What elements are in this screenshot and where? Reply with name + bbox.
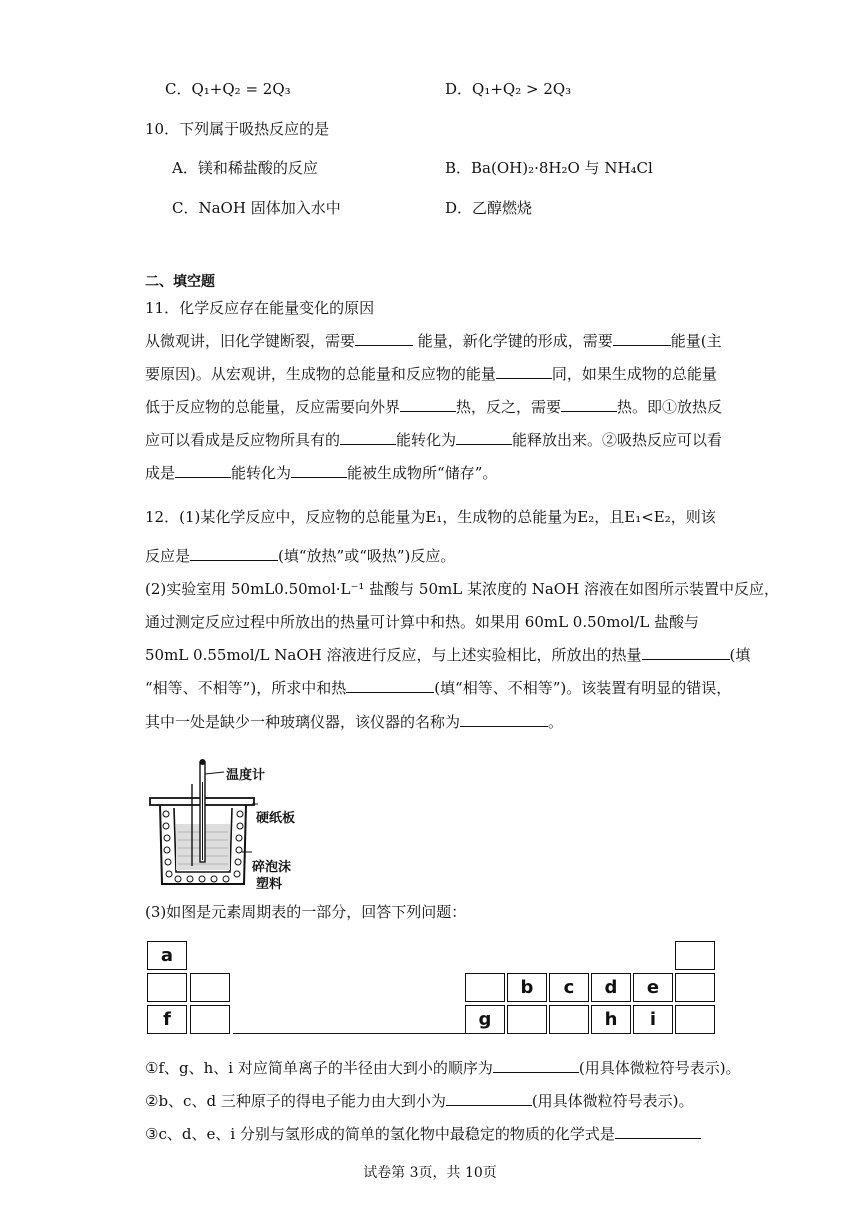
pt-cell-empty xyxy=(549,1005,589,1034)
q11-l2a: 要原因)。从宏观讲，生成物的总能量和反应物的能量 xyxy=(145,365,496,383)
q11-l3b: 热，反之，需要 xyxy=(456,398,562,416)
answer-blank[interactable] xyxy=(346,678,434,693)
label-foam-line1: 碎泡沫 xyxy=(252,860,292,875)
q11-l1b: 能量，新化学键的形成，需要 xyxy=(413,332,613,350)
q9-option-c xyxy=(165,78,291,99)
pt-cell-d xyxy=(591,973,631,1002)
q12-part1-line1: 12．(1)某化学反应中，反应物的总能量为E₁，生成物的总能量为E₂，且E₁<E₂，则该 xyxy=(145,508,716,526)
pt-cell-f xyxy=(147,1005,187,1034)
pt-cell-empty xyxy=(465,973,505,1002)
periodic-table-fragment xyxy=(147,941,719,1037)
answer-blank[interactable] xyxy=(493,1058,579,1073)
pt-letter-e: e xyxy=(646,977,660,998)
q11-l5b: 能转化为 xyxy=(231,464,292,482)
q11-l2b: 同，如果生成物的总能量 xyxy=(551,365,717,383)
calorimeter-figure xyxy=(148,752,308,892)
q12-part2-line1: (2)实验室用 50mL0.50mol·L⁻¹ 盐酸与 50mL 某浓度的 NaOH 溶液在如图所示装置中反应， xyxy=(145,580,779,598)
label-thermometer: 温度计 xyxy=(226,768,266,783)
q11-l3c: 热。即①放热反 xyxy=(617,398,723,416)
pt-letter-b: b xyxy=(520,977,534,998)
pt-cell-b xyxy=(507,973,547,1002)
q9-option-d xyxy=(445,78,571,99)
q12-sub2 xyxy=(145,1091,694,1111)
label-cardboard: 硬纸板 xyxy=(256,811,296,826)
answer-blank[interactable] xyxy=(496,364,552,379)
q11-l1c: 能量(主 xyxy=(670,332,722,350)
pt-cell-empty xyxy=(675,973,715,1002)
q12-p2e-b: 。 xyxy=(548,713,564,731)
q10-option-d: D．乙醇燃烧 xyxy=(445,199,533,217)
q11-l4b: 能转化为 xyxy=(396,431,457,449)
q10-option-b: B．Ba(OH)₂·8H₂O 与 NH₄Cl xyxy=(445,159,653,177)
pt-cell-i xyxy=(633,1005,673,1034)
q12-part1-line2 xyxy=(145,546,455,566)
pt-letter-c: c xyxy=(563,977,575,998)
pt-letter-d: d xyxy=(604,977,618,998)
q11-l5c: 能被生成物所“储存”。 xyxy=(347,464,498,482)
q12-p2d-b: (填“相等、不相等”)。该装置有明显的错误， xyxy=(434,679,732,697)
q11-title: 11．化学反应存在能量变化的原因 xyxy=(145,299,375,317)
q9-option-c-expr: Q₁+Q₂ = 2Q₃ xyxy=(191,80,291,98)
answer-blank[interactable] xyxy=(446,1091,532,1106)
q11-line3 xyxy=(145,397,722,417)
answer-blank[interactable] xyxy=(456,430,512,445)
q12-p2c-a: 50mL 0.55mol/L NaOH 溶液进行反应，与上述实验相比，所放出的热量 xyxy=(145,646,642,664)
pt-cell-c xyxy=(549,973,589,1002)
pt-letter-h: h xyxy=(604,1009,618,1030)
q11-l5a: 成是 xyxy=(145,464,176,482)
answer-blank[interactable] xyxy=(615,1124,701,1139)
answer-blank[interactable] xyxy=(291,463,347,478)
q12-s3a: ③c、d、e、i 分别与氢形成的简单的氢化物中最稳定的物质的化学式是 xyxy=(145,1125,615,1143)
q10-option-a: A．镁和稀盐酸的反应 xyxy=(172,159,318,177)
q11-line5 xyxy=(145,463,497,483)
q12-sub3 xyxy=(145,1124,701,1144)
section-title: 二、填空题 xyxy=(145,274,215,290)
pt-letter-f: f xyxy=(163,1009,171,1030)
q12-p2d-a: “相等、不相等”)，所求中和热 xyxy=(145,679,347,697)
q9-option-d-expr: Q₁+Q₂ > 2Q₃ xyxy=(472,80,572,98)
q10-stem: 10．下列属于吸热反应的是 xyxy=(145,120,330,138)
q11-line2 xyxy=(145,364,717,384)
pt-cell-empty xyxy=(675,1005,715,1034)
pt-cell-empty xyxy=(507,1005,547,1034)
q10-option-c: C．NaOH 固体加入水中 xyxy=(172,199,341,217)
q11-l3a: 低于反应物的总能量，反应需要向外界 xyxy=(145,398,401,416)
q12-part2-line5 xyxy=(145,712,563,732)
q12-s1a: ①f、g、h、i 对应简单离子的半径由大到小的顺序为 xyxy=(145,1059,493,1077)
label-foam-line2: 塑料 xyxy=(256,877,283,892)
pt-cell-g xyxy=(465,1005,505,1034)
q12-s2b: (用具体微粒符号表示)。 xyxy=(531,1092,694,1110)
answer-blank[interactable] xyxy=(613,331,671,346)
pt-letter-i: i xyxy=(649,1009,657,1030)
answer-blank[interactable] xyxy=(190,546,278,561)
pt-cell-h xyxy=(591,1005,631,1034)
pt-letter-g: g xyxy=(478,1009,492,1030)
q11-l4a: 应可以看成是反应物所具有的 xyxy=(145,431,341,449)
q12-part2-line2: 通过测定反应过程中所放出的热量可计算中和热。如果用 60mL 0.50mol/L 盐酸与 xyxy=(145,613,700,631)
answer-blank[interactable] xyxy=(355,331,413,346)
q12-sub1 xyxy=(145,1058,741,1078)
q12-s1b: (用具体微粒符号表示)。 xyxy=(578,1059,741,1077)
pt-cell-empty xyxy=(147,973,187,1002)
q12-s2a: ②b、c、d 三种原子的得电子能力由大到小为 xyxy=(145,1092,446,1110)
pt-cell-e xyxy=(633,973,673,1002)
pt-cell-empty xyxy=(190,1005,230,1034)
pt-cell-empty xyxy=(675,941,715,970)
q12-p1b-b: (填“放热”或“吸热”)反应。 xyxy=(278,547,456,565)
pt-letter-a: a xyxy=(160,945,174,966)
answer-blank[interactable] xyxy=(460,712,548,727)
q12-p2c-b: (填 xyxy=(729,646,751,664)
page-footer: 试卷第 3页，共 10页 xyxy=(363,1165,497,1181)
q12-part3-intro: (3)如图是元素周期表的一部分，回答下列问题： xyxy=(145,903,467,921)
q11-l4c: 能释放出来。②吸热反应可以看 xyxy=(512,431,723,449)
answer-blank[interactable] xyxy=(642,645,730,660)
pt-gap-line xyxy=(233,1033,465,1034)
q11-l1a: 从微观讲，旧化学键断裂，需要 xyxy=(145,332,356,350)
answer-blank[interactable] xyxy=(340,430,396,445)
answer-blank[interactable] xyxy=(400,397,456,412)
answer-blank[interactable] xyxy=(175,463,231,478)
q11-line1 xyxy=(145,331,722,351)
q12-p2e-a: 其中一处是缺少一种玻璃仪器，该仪器的名称为 xyxy=(145,713,461,731)
q12-p1b-a: 反应是 xyxy=(145,547,191,565)
q12-part2-line3 xyxy=(145,645,750,665)
q9-option-d-label: D． xyxy=(445,80,473,98)
answer-blank[interactable] xyxy=(561,397,617,412)
pt-cell-empty xyxy=(190,973,230,1002)
q12-part2-line4 xyxy=(145,678,731,698)
pt-cell-a xyxy=(147,941,187,970)
q11-line4 xyxy=(145,430,722,450)
q9-option-c-label: C． xyxy=(165,80,192,98)
